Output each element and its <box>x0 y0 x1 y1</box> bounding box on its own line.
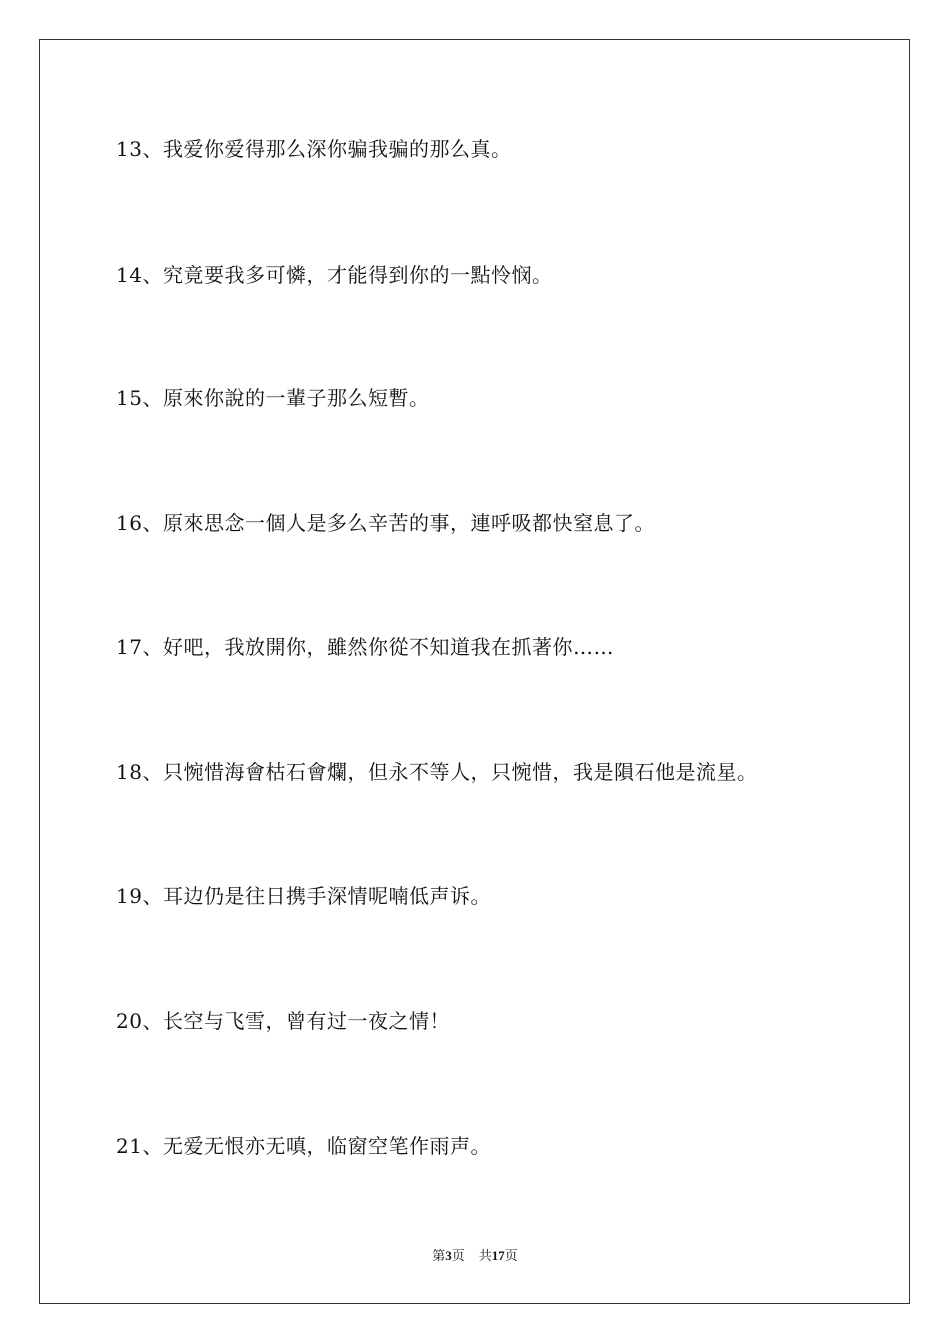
entry-15: 15、原來你說的一輩子那么短暫。 <box>116 386 430 410</box>
entry-20: 20、长空与飞雪，曾有过一夜之情！ <box>116 1009 450 1033</box>
total-prefix: 共 <box>478 1248 492 1263</box>
entry-16: 16、原來思念一個人是多么辛苦的事，連呼吸都快窒息了。 <box>116 511 655 535</box>
page-suffix: 页 <box>451 1248 465 1263</box>
total-pages: 17 <box>491 1248 505 1263</box>
entry-19: 19、耳边仍是往日携手深情呢喃低声诉。 <box>116 884 491 908</box>
entry-21: 21、无爱无恨亦无嗔，临窗空笔作雨声。 <box>116 1134 491 1158</box>
page-prefix: 第 <box>432 1248 446 1263</box>
entry-13: 13、我爱你爱得那么深你骗我骗的那么真。 <box>116 137 512 161</box>
entry-17: 17、好吧，我放開你，雖然你從不知道我在抓著你…… <box>116 635 614 659</box>
entry-14: 14、究竟要我多可憐，才能得到你的一點怜悯。 <box>116 263 553 287</box>
page-footer <box>0 1247 950 1265</box>
entry-18: 18、只惋惜海會枯石會爛，但永不等人，只惋惜，我是隕石他是流星。 <box>116 760 758 784</box>
total-suffix: 页 <box>504 1248 518 1263</box>
page-number: 3 <box>445 1248 452 1263</box>
page-border <box>39 39 910 1304</box>
